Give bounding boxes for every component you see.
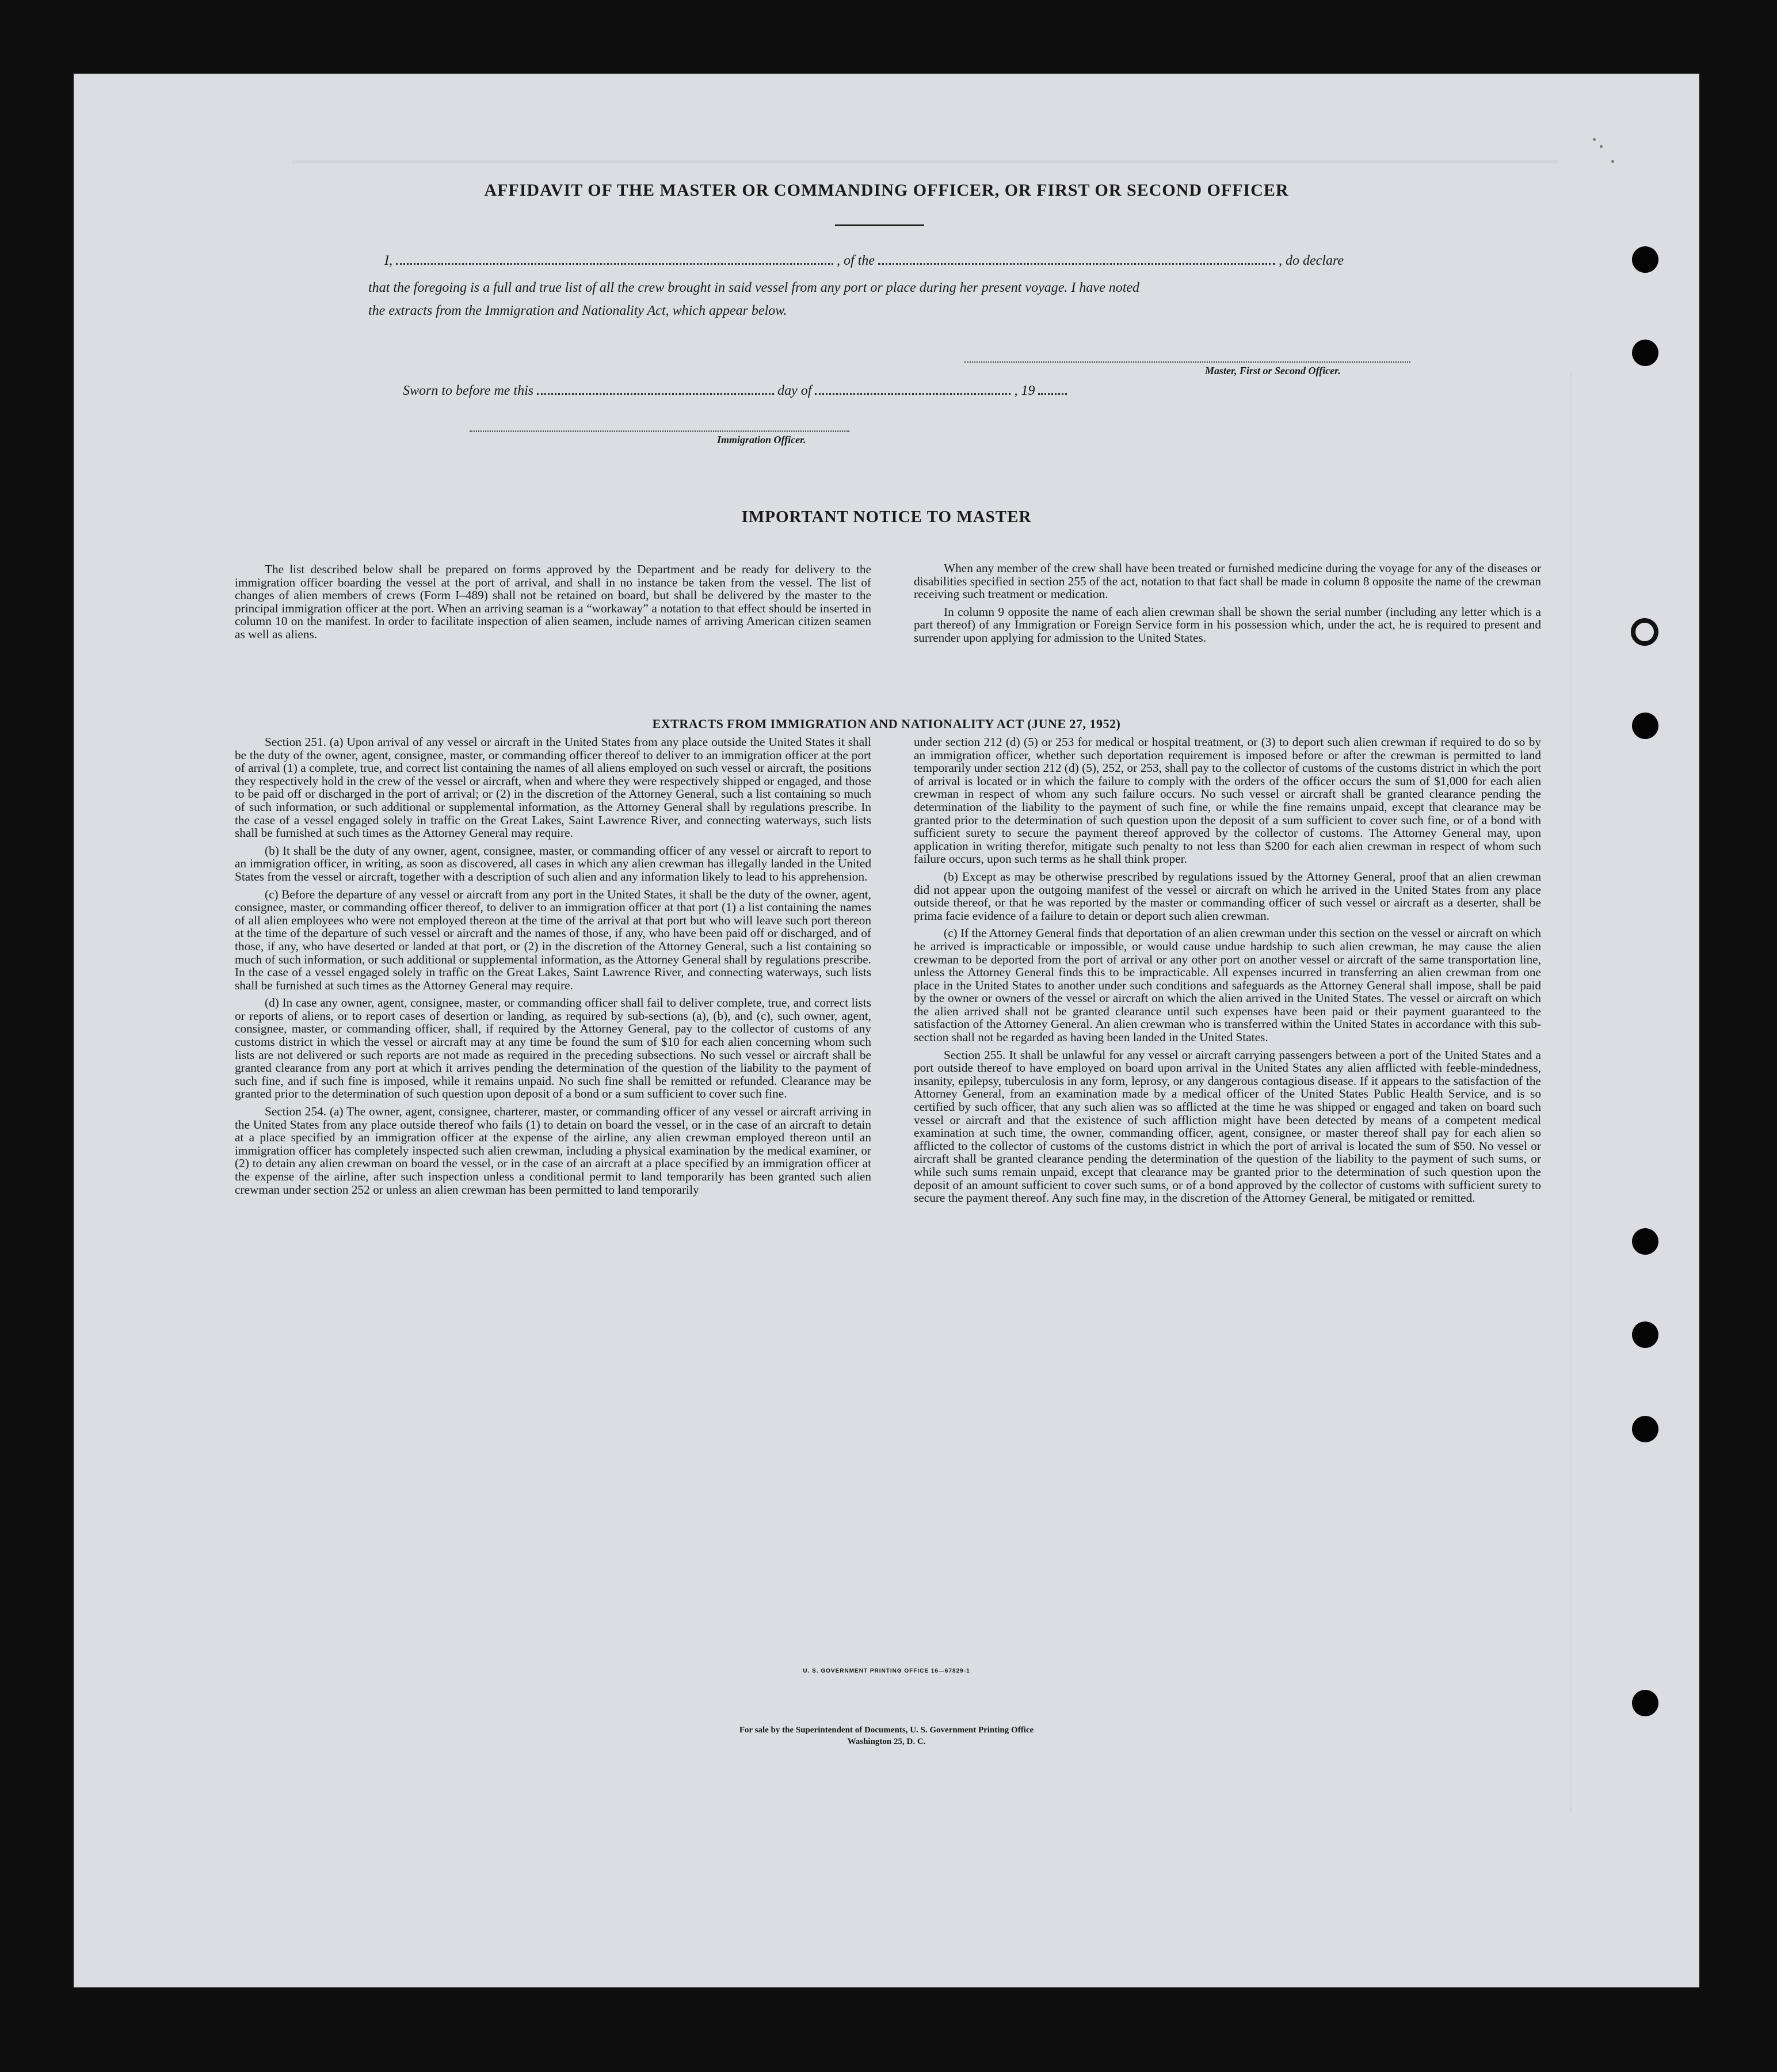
of-the-label: , of the <box>837 253 875 268</box>
bleed-through-column <box>1570 373 1675 1812</box>
master-signature-line[interactable] <box>964 361 1410 363</box>
sworn-day-field[interactable] <box>537 384 774 395</box>
notice-paragraph: The list described below shall be prepared on forms approved by the Department and be ready for delivery to the immigration officer boarding the vessel at the port of arrival, and shall in no instance be taken from the vessel. The list of changes of alien members of crews (Form I–489) shall not be retained on board, but shall be delivered by the master to the principal immigration officer at the port. When an arriving seaman is a “workaway” a notation to that effect should be inserted in column 10 on the manifest. In order to facilitate inspection of alien seamen, include names of arriving American citizen seamen as well as aliens. <box>235 562 871 641</box>
punch-hole-icon <box>1632 340 1658 366</box>
officer-signature-line[interactable] <box>470 431 849 432</box>
sale-line-2: Washington 25, D. C. <box>847 1737 926 1746</box>
day-of-label: day of <box>777 383 812 398</box>
affidavit-statement <box>368 276 1542 322</box>
sale-line-1: For sale by the Superintendent of Documents, U. S. Government Printing Office <box>739 1726 1034 1735</box>
punch-hole-icon <box>1632 1416 1658 1442</box>
title-rule <box>835 224 924 226</box>
section-254b: (b) Except as may be otherwise prescribed by regulations issued by the Attorney General, proof that an alien crewman did not appear upon the outgoing manifest of the vessel or aircraft on which he arrived in the United States from any place outside thereof, or that he was reported by the master or commanding officer of such vessel or aircraft as a deserter, shall be prima facie evidence of a failure to detain or deport such alien crewman. <box>914 869 1541 923</box>
declare-label: , do declare <box>1279 253 1344 268</box>
punch-hole-icon <box>1632 1690 1658 1716</box>
statement-line-2: the extracts from the Immigration and Nationality Act, which appear below. <box>368 303 787 318</box>
year-label: , 19 <box>1014 383 1035 398</box>
section-254a-continued: under section 212 (d) (5) or 253 for medical or hospital treatment, or (3) to deport such alien crewman if required to do so by an immigration officer, whether such deportation requirement is imposed before or after the crewman is permitted to land temporarily under section 212 (d) (5), 252, or 253, shall pay to the collector of customs of the customs district in which the port of arrival is located or in which the failure to comply with the orders of the officer occurs the sum of $1,000 for each alien crewman in respect of whom any such failure occurs. No such vessel or aircraft shall be granted clearance pending the determination of the liability to the payment of such fine, or while the fine remains unpaid, except that clearance may be granted prior to the determination of such question upon the deposit of a sum sufficient to cover such fine, or of a bond with sufficient surety to secure the payment thereof approved by the collector of customs. The Attorney General may, upon application in writing therefor, mitigate such penalty to not less than $200 for each alien crewman in respect of whom such failure occurs, upon such terms as he shall think proper. <box>914 735 1541 866</box>
statement-line-1: that the foregoing is a full and true list of all the crew brought in said vessel from any port or place during her present voyage. I have noted <box>368 280 1140 295</box>
speck <box>1611 160 1614 163</box>
punch-hole-icon <box>1632 246 1658 273</box>
notice-right-column <box>914 562 1541 649</box>
extracts-left-column <box>235 736 871 1201</box>
notice-paragraph: In column 9 opposite the name of each alien crewman shall be shown the serial number (including any letter which is a part thereof) of any Immigration or Foreign Service form in his possession which, under the act, he is required to present and surrender upon applying for admission to the United States. <box>914 604 1541 645</box>
section-254a: Section 254. (a) The owner, agent, consignee, charterer, master, or commanding officer of any vessel or aircraft arriving in the United States from any place outside thereof who fails (1) to detain on board the vessel, or in the case of an aircraft to detain at a place specified by an immigration officer at the expense of the airline, any alien crewman employed thereon until an immigration officer has completely inspected such alien crewman, including a physical examination by the medical examiner, or (2) to detain any alien crewman on board the vessel, or in the case of an aircraft at a place specified by an immigration officer at the expense of the airline, after such inspection unless a conditional permit to land temporarily has been granted such alien crewman under section 252 or unless an alien crewman has been permitted to land temporarily <box>235 1104 871 1197</box>
section-251c: (c) Before the departure of any vessel or aircraft from any port in the United States, it shall be the duty of the owner, agent, consignee, master, or commanding officer thereof, to deliver to an immigration officer at that port (1) a list containing the names of all alien employees who were not employed thereon at the time of the arrival at that port but who will leave such port thereon at the time of the departure of such vessel or aircraft and the names of those, if any, who have been paid off or discharged, and of those, if any, who have deserted or landed at that port, or (2) in the discretion of the Attorney General, such a list containing so much of such information, or such additional or supplemental information, as the Attorney General shall by regulations prescribe. In the case of a vessel engaged solely in traffic on the Great Lakes, Saint Lawrence River, and connecting waterways, such lists shall be furnished at such times as the Attorney General may require. <box>235 887 871 992</box>
notice-paragraph: When any member of the crew shall have been treated or furnished medicine during the voyage for any of the diseases or disabilities specified in section 255 of the act, notation to that fact shall be made in column 8 opposite the name of the crewman receiving such treatment or medication. <box>914 561 1541 601</box>
vessel-field[interactable] <box>878 254 1275 265</box>
punch-hole-icon <box>1632 1321 1658 1348</box>
extracts-right-column <box>914 736 1541 1209</box>
i-label: I, <box>384 253 392 268</box>
officer-caption: Immigration Officer. <box>717 434 806 445</box>
section-251a: Section 251. (a) Upon arrival of any vessel or aircraft in the United States from any place outside the United States it shall be the duty of the owner, agent, consignee, master, or commanding officer thereof to deliver to an immigration officer at the port of arrival (1) a complete, true, and correct list containing the names of all aliens employed on such vessel or aircraft, the positions they respectively hold in the crew of the vessel or aircraft, when and where they were respectively shipped or engaged, and those to be paid off or discharged in the port of arrival; or (2) in the discretion of the Attorney General, such a list containing so much of such information, or such additional or supplemental information, as the Attorney General shall by regulations prescribe. In the case of a vessel engaged solely in traffic on the Great Lakes, Saint Lawrence River, and connecting waterways, such lists shall be furnished at such times as the Attorney General may require. <box>235 735 871 840</box>
speck <box>1600 145 1603 148</box>
gpo-imprint: U. S. GOVERNMENT PRINTING OFFICE 16—67829-1 <box>803 1668 970 1674</box>
punch-hole-ring-icon <box>1631 618 1658 646</box>
document-page <box>74 74 1699 1987</box>
extracts-title: EXTRACTS FROM IMMIGRATION AND NATIONALITY ACT (JUNE 27, 1952) <box>652 717 1121 731</box>
sale-notice <box>74 1724 1699 1747</box>
sworn-year-field[interactable] <box>1038 384 1067 395</box>
section-251b: (b) It shall be the duty of any owner, agent, consignee, master, or commanding officer of any vessel or aircraft to report to an immigration officer, in writing, as soon as discovered, all cases in which any alien crewman has illegally landed in the United States from the vessel or aircraft, together with a description of such alien and any information likely to lead to his apprehension. <box>235 843 871 883</box>
notice-left-column <box>235 563 871 646</box>
master-caption: Master, First or Second Officer. <box>1205 365 1341 376</box>
speck <box>1593 138 1596 141</box>
punch-hole-icon <box>1632 1228 1658 1255</box>
declaration-line <box>384 253 1344 269</box>
sworn-line <box>403 383 1067 399</box>
notice-title: IMPORTANT NOTICE TO MASTER <box>741 508 1032 526</box>
sworn-label: Sworn to before me this <box>403 383 534 398</box>
sworn-month-field[interactable] <box>815 384 1010 395</box>
name-field[interactable] <box>396 254 833 265</box>
section-254c: (c) If the Attorney General finds that deportation of an alien crewman under this section on the vessel or aircraft on which he arrived is impracticable or impossible, or would cause undue hardship to such alien crewman, he may cause the alien crewman to be deported from the port of arrival or any other port on another vessel or aircraft of the same transportation line, unless the Attorney General finds this to be impracticable. All expenses incurred in transferring an alien crewman from one place in the United States to another under such conditions and safeguards as the Attorney General shall impose, shall be paid by the owner or owners of the vessel or aircraft on which the alien arrived in the United States. The vessel or aircraft on which the alien arrived shall not be granted clearance until such expenses have been paid or their payment guaranteed to the satisfaction of the Attorney General. An alien crewman who is transferred within the United States in accordance with this sub-section shall not be regarded as having been landed in the United States. <box>914 926 1541 1045</box>
section-255: Section 255. It shall be unlawful for any vessel or aircraft carrying passengers between a port of the United States and a port outside thereof to have employed on board upon arrival in the United States any alien afflicted with feeble-mindedness, insanity, epilepsy, tuberculosis in any form, leprosy, or any dangerous contagious disease. If it appears to the satisfaction of the Attorney General, from an examination made by a medical officer of the United States Public Health Service, and is so certified by such officer, that any such alien was so afflicted at the time he was shipped or engaged and taken on board such vessel or aircraft and that the existence of such affliction might have been detected by means of a competent medical examination at such time, the owner, commanding officer, agent, consignee, or master thereof shall pay for each alien so afflicted to the collector of customs of the customs district in which the port of arrival is located the sum of $50. No vessel or aircraft shall be granted clearance pending the determination of the question of the liability to the payment of such sums, or while such sums remain unpaid, except that clearance may be granted prior to the determination of such question upon the deposit of an amount sufficient to cover such sums, or of a bond approved by the collector of customs with sufficient surety to secure the payment thereof. Any such fine may, in the discretion of the Attorney General, be mitigated or remitted. <box>914 1048 1541 1205</box>
affidavit-title: AFFIDAVIT OF THE MASTER OR COMMANDING OFFICER, OR FIRST OR SECOND OFFICER <box>484 181 1289 200</box>
section-251d: (d) In case any owner, agent, consignee, master, or commanding officer shall fail to deliver complete, true, and correct lists or reports of aliens, or to report cases of desertion or landing, as required by sub-sections (a), (b), and (c), such owner, agent, consignee, master, or commanding officer, shall, if required by the Attorney General, pay to the collector of customs of any customs district in which the vessel or aircraft may at any time be found the sum of $10 for each alien concerning whom such lists are not delivered or such reports are not made as required in the preceding subsections. No such vessel or aircraft shall be granted clearance from any port at which it arrives pending the determination of the question of the liability to the payment of such fine, and if such fine is imposed, while it remains unpaid. No such fine shall be remitted or refunded. Clearance may be granted prior to the determination of such question upon deposit of a bond or a sum sufficient to cover such fine. <box>235 996 871 1101</box>
